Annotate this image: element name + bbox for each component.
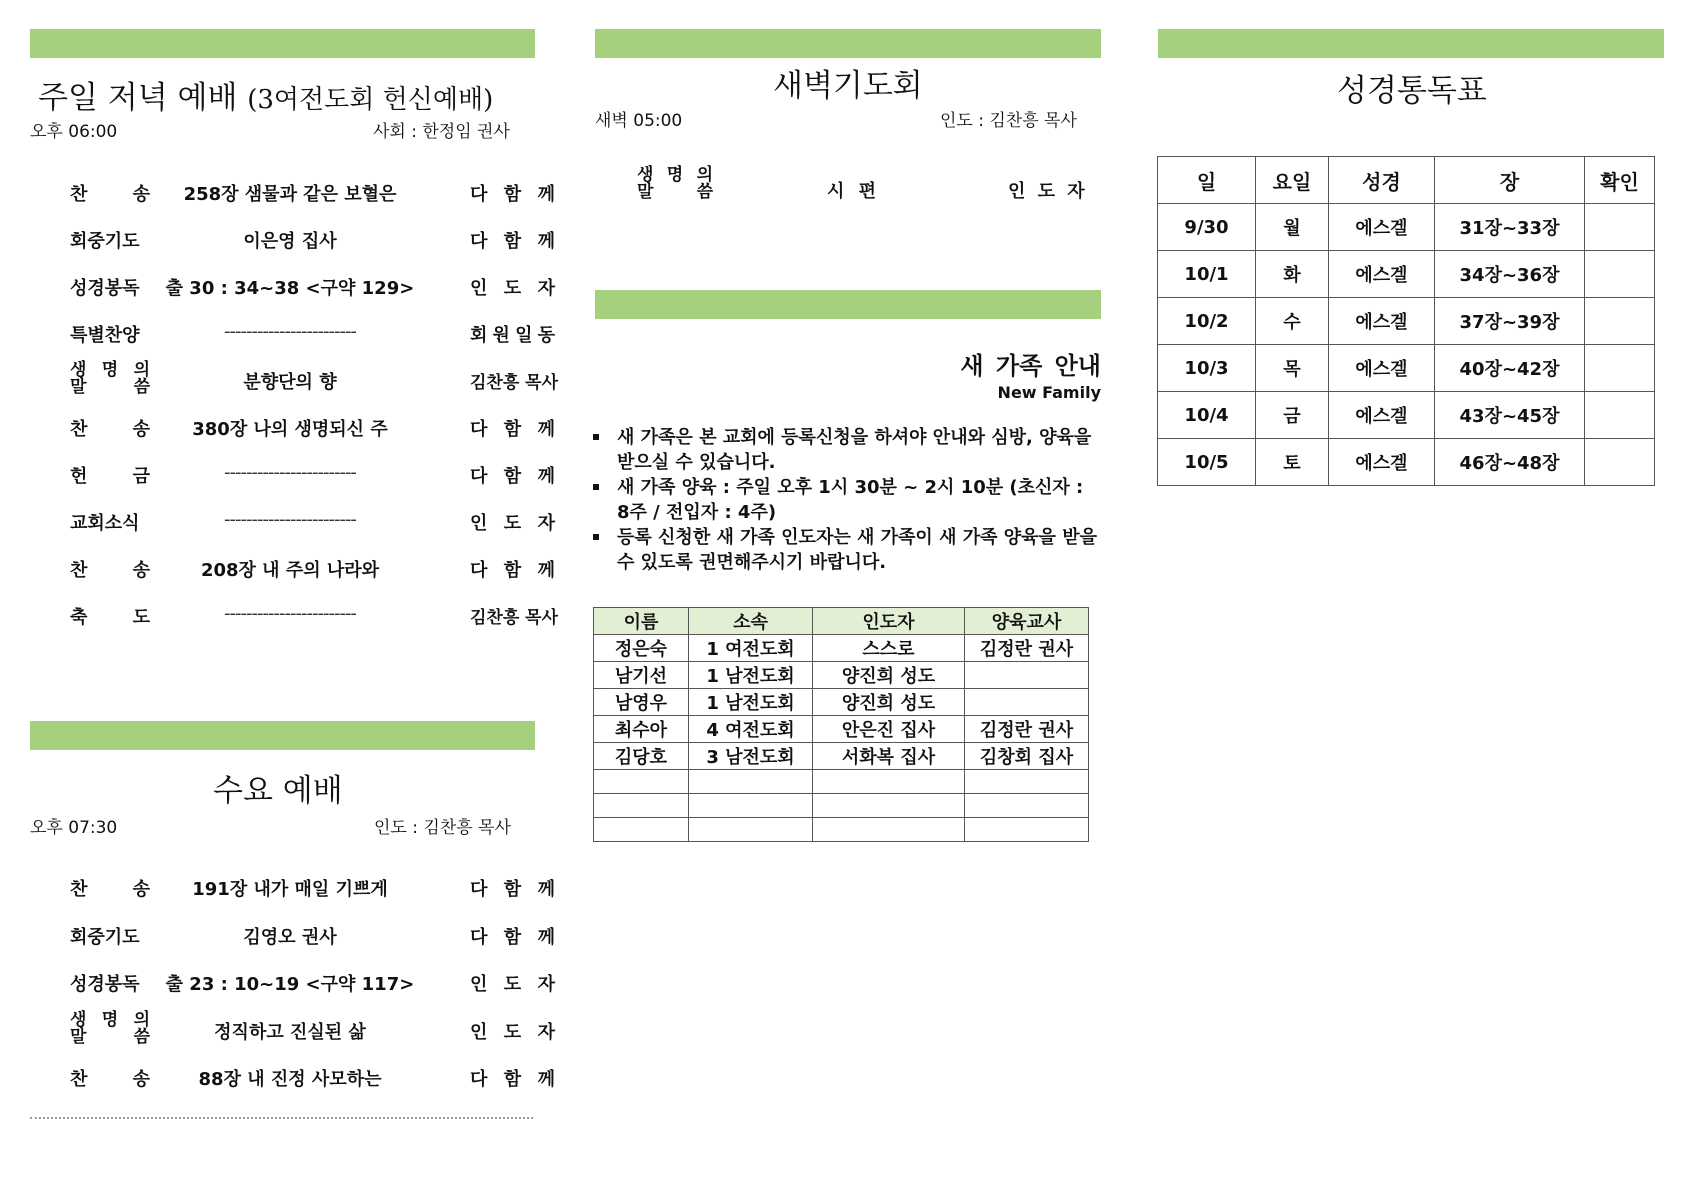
order-row	[70, 321, 555, 351]
order-who: 인 도 자	[470, 513, 555, 534]
order-who: 인 도 자	[470, 974, 555, 995]
table-cell	[689, 770, 813, 794]
table-cell	[594, 794, 689, 818]
section-bar-wednesday	[30, 721, 535, 750]
table-cell: 31장~33장	[1435, 204, 1585, 251]
order-content: 191장 내가 매일 기쁘게	[192, 879, 388, 900]
sunday-leader: 사회 : 한정임 권사	[373, 122, 510, 142]
table-cell	[1585, 392, 1655, 439]
order-content: 정직하고 진실된 삶	[214, 1021, 366, 1043]
table-row	[594, 743, 1089, 770]
order-label: 생 명 의 말 씀	[70, 360, 150, 397]
table-cell: 수	[1256, 298, 1329, 345]
table-cell	[689, 794, 813, 818]
table-cell: 월	[1256, 204, 1329, 251]
table-row	[594, 794, 1089, 818]
dawn-title: 새벽기도회	[773, 68, 923, 104]
table-row	[594, 635, 1089, 662]
table-header-cell: 장	[1435, 157, 1585, 204]
table-cell: 김당호	[594, 743, 689, 770]
section-bar-dawn	[595, 29, 1101, 58]
order-row	[70, 180, 555, 210]
order-content: 258장 샘물과 같은 보혈은	[183, 184, 397, 205]
table-cell: 최수아	[594, 716, 689, 743]
order-who: 김찬흥 목사	[470, 373, 559, 393]
order-content: 출 23 : 10~19 <구약 117>	[165, 974, 415, 995]
wednesday-title: 수요 예배	[213, 773, 343, 809]
table-cell	[813, 770, 965, 794]
order-label: 회중기도	[70, 231, 140, 252]
table-cell: 43장~45장	[1435, 392, 1585, 439]
table-cell: 화	[1256, 251, 1329, 298]
sunday-title-main: 주일 저녁 예배	[38, 80, 238, 116]
table-cell	[1585, 204, 1655, 251]
table-cell	[594, 818, 689, 842]
table-row	[1158, 439, 1655, 486]
order-who: 다 함 께	[470, 184, 555, 205]
order-who: 회 원 일 동	[470, 325, 555, 346]
table-cell: 에스겔	[1329, 439, 1435, 486]
order-row	[70, 462, 555, 492]
order-who: 다 함 께	[470, 1069, 555, 1090]
table-cell: 김정란 권사	[965, 716, 1089, 743]
table-cell: 토	[1256, 439, 1329, 486]
newfamily-note: 새 가족은 본 교회에 등록신청을 하셔야 안내와 심방, 양육을 받으실 수 있습니다.	[593, 425, 1101, 475]
order-row	[70, 603, 559, 633]
divider-dotted	[30, 1117, 533, 1119]
table-cell: 정은숙	[594, 635, 689, 662]
table-row	[1158, 392, 1655, 439]
table-header-cell: 이름	[594, 608, 689, 635]
table-cell	[594, 770, 689, 794]
table-cell: 9/30	[1158, 204, 1256, 251]
table-cell: 남기선	[594, 662, 689, 689]
table-cell	[1585, 345, 1655, 392]
order-label: 축 도	[70, 607, 150, 628]
order-label: 찬 송	[70, 184, 150, 205]
table-row	[1158, 251, 1655, 298]
order-content: ------------------------	[224, 321, 356, 342]
dawn-col-psalms: 시 편	[827, 181, 877, 202]
table-cell: 1 남전도회	[689, 689, 813, 716]
order-label: 성경봉독	[70, 974, 140, 995]
newfamily-note: 새 가족 양육 : 주일 오후 1시 30분 ~ 2시 10분 (초신자 : 8주 / 전입자 : 4주)	[593, 475, 1101, 525]
order-who: 다 함 께	[470, 926, 555, 948]
order-who: 다 함 께	[470, 466, 555, 487]
newfamily-subtitle: New Family	[997, 383, 1101, 402]
bible-reading-table	[1157, 156, 1655, 486]
table-cell: 목	[1256, 345, 1329, 392]
table-cell: 10/4	[1158, 392, 1256, 439]
table-row	[594, 662, 1089, 689]
sunday-title-sub: (3여전도회 헌신예배)	[247, 85, 494, 115]
section-bar-bible	[1158, 29, 1664, 58]
table-cell: 남영우	[594, 689, 689, 716]
table-cell	[965, 689, 1089, 716]
table-cell: 에스겔	[1329, 392, 1435, 439]
order-content: 208장 내 주의 나라와	[200, 560, 380, 581]
order-row	[70, 274, 555, 304]
table-cell	[689, 818, 813, 842]
table-cell: 안은진 집사	[813, 716, 965, 743]
table-cell: 에스겔	[1329, 251, 1435, 298]
order-row	[70, 1009, 555, 1048]
table-header-cell: 양육교사	[965, 608, 1089, 635]
table-cell: 금	[1256, 392, 1329, 439]
table-cell	[965, 818, 1089, 842]
table-header-cell: 확인	[1585, 157, 1655, 204]
table-cell: 양진희 성도	[813, 689, 965, 716]
table-cell: 10/5	[1158, 439, 1256, 486]
table-row	[594, 818, 1089, 842]
order-row	[70, 556, 555, 586]
table-row	[594, 716, 1089, 743]
table-cell: 10/2	[1158, 298, 1256, 345]
section-bar-newfamily	[595, 290, 1101, 319]
table-header-cell: 인도자	[813, 608, 965, 635]
order-label: 찬 송	[70, 419, 150, 440]
table-cell	[965, 794, 1089, 818]
newfamily-table	[593, 607, 1089, 842]
table-row	[594, 770, 1089, 794]
dawn-order-row	[595, 167, 1101, 207]
table-cell: 10/3	[1158, 345, 1256, 392]
order-row	[70, 509, 555, 539]
order-who: 다 함 께	[470, 231, 555, 252]
dawn-leader: 인도 : 김찬흥 목사	[940, 111, 1077, 131]
table-header-cell: 일	[1158, 157, 1256, 204]
table-row	[1158, 298, 1655, 345]
sunday-time: 오후 06:00	[30, 122, 118, 142]
table-cell: 김창회 집사	[965, 743, 1089, 770]
order-label: 성경봉독	[70, 278, 140, 299]
wednesday-leader: 인도 : 김찬흥 목사	[374, 818, 511, 838]
order-row	[70, 923, 555, 953]
order-content: 분향단의 향	[243, 372, 337, 393]
order-who: 인 도 자	[470, 1021, 555, 1043]
wednesday-time: 오후 07:30	[30, 818, 118, 838]
table-cell	[1585, 251, 1655, 298]
order-content: 이은영 집사	[243, 231, 337, 252]
order-row	[70, 970, 555, 1000]
table-cell: 3 남전도회	[689, 743, 813, 770]
newfamily-notes	[593, 425, 1101, 575]
order-label: 생 명 의 말 씀	[70, 1009, 150, 1047]
order-row	[70, 1065, 555, 1095]
table-row	[1158, 345, 1655, 392]
table-cell: 10/1	[1158, 251, 1256, 298]
table-cell: 1 남전도회	[689, 662, 813, 689]
order-label: 찬 송	[70, 1069, 150, 1090]
table-cell: 4 여전도회	[689, 716, 813, 743]
table-cell: 에스겔	[1329, 345, 1435, 392]
order-label: 헌 금	[70, 466, 150, 487]
table-cell: 김정란 권사	[965, 635, 1089, 662]
order-content: ------------------------	[224, 603, 356, 624]
section-bar-sunday	[30, 29, 535, 58]
sunday-title	[38, 72, 493, 117]
order-who: 인 도 자	[470, 278, 555, 299]
table-cell: 스스로	[813, 635, 965, 662]
order-content: ------------------------	[224, 509, 356, 530]
table-cell: 37장~39장	[1435, 298, 1585, 345]
order-content: 출 30 : 34~38 <구약 129>	[165, 278, 415, 299]
table-cell: 양진희 성도	[813, 662, 965, 689]
dawn-time: 새벽 05:00	[595, 111, 683, 131]
table-cell: 46장~48장	[1435, 439, 1585, 486]
dawn-col-leader: 인 도 자	[1008, 181, 1085, 202]
order-row	[70, 227, 555, 257]
order-content: 김영오 권사	[243, 926, 337, 948]
table-header-cell: 요일	[1256, 157, 1329, 204]
table-cell	[813, 818, 965, 842]
table-row	[594, 689, 1089, 716]
order-label: 회중기도	[70, 926, 140, 948]
order-row	[70, 415, 555, 445]
order-who: 다 함 께	[470, 560, 555, 581]
table-cell: 에스겔	[1329, 298, 1435, 345]
order-row	[70, 360, 559, 398]
order-content: ------------------------	[224, 462, 356, 483]
table-cell	[813, 794, 965, 818]
table-cell	[965, 662, 1089, 689]
table-cell: 에스겔	[1329, 204, 1435, 251]
table-cell	[1585, 439, 1655, 486]
order-who: 김찬흥 목사	[470, 608, 559, 628]
table-cell: 34장~36장	[1435, 251, 1585, 298]
dawn-col-sermon: 생 명 의 말 씀	[637, 165, 713, 202]
table-cell: 서화복 집사	[813, 743, 965, 770]
order-label: 찬 송	[70, 560, 150, 581]
newfamily-title: 새 가족 안내	[960, 352, 1101, 380]
order-label: 찬 송	[70, 879, 150, 900]
order-content: 380장 나의 생명되신 주	[192, 419, 388, 440]
table-cell	[1585, 298, 1655, 345]
order-row	[70, 875, 555, 905]
order-label: 교회소식	[70, 513, 140, 534]
order-who: 다 함 께	[470, 419, 555, 440]
table-header-cell: 성경	[1329, 157, 1435, 204]
newfamily-note: 등록 신청한 새 가족 인도자는 새 가족이 새 가족 양육을 받을 수 있도록 권면해주시기 바랍니다.	[593, 525, 1101, 575]
order-who: 다 함 께	[470, 879, 555, 900]
table-cell: 40장~42장	[1435, 345, 1585, 392]
order-label: 특별찬양	[70, 325, 140, 346]
bible-title: 성경통독표	[1337, 73, 1487, 109]
table-cell	[965, 770, 1089, 794]
table-row	[1158, 204, 1655, 251]
table-header-cell: 소속	[689, 608, 813, 635]
order-content: 88장 내 진정 사모하는	[198, 1069, 382, 1090]
table-cell: 1 여전도회	[689, 635, 813, 662]
